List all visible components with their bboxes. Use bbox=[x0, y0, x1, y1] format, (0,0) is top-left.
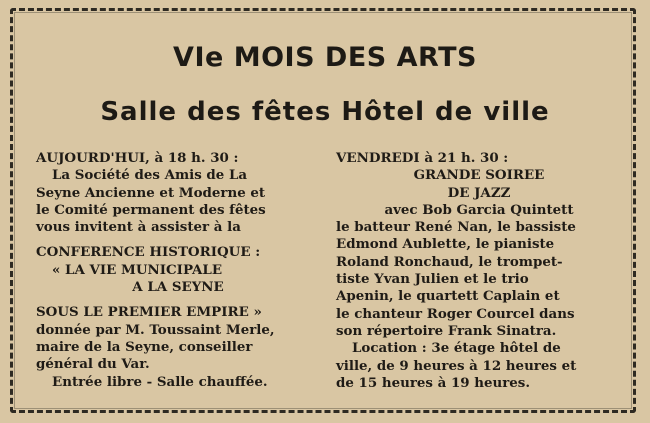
intro-line: La Société des Amis de La bbox=[52, 167, 248, 184]
body-line: son répertoire Frank Sinatra. bbox=[336, 322, 557, 339]
speaker-line: général du Var. bbox=[36, 356, 150, 373]
headline-title: VIe MOIS DES ARTS bbox=[173, 42, 477, 73]
conference-line: A LA SEYNE bbox=[132, 279, 224, 296]
conference-line: « LA VIE MUNICIPALE bbox=[52, 261, 223, 278]
conference-line: SOUS LE PREMIER EMPIRE » bbox=[36, 304, 262, 321]
location-line: ville, de 9 heures à 12 heures et bbox=[336, 357, 577, 374]
spacer bbox=[36, 296, 320, 304]
left-date: AUJOURD'HUI, à 18 h. 30 : bbox=[36, 150, 239, 166]
location-line: Location : 3e étage hôtel de bbox=[352, 340, 561, 357]
intro-line: le Comité permanent des fêtes bbox=[36, 201, 266, 218]
body-line: tiste Yvan Julien et le trio bbox=[336, 271, 529, 288]
event-line: GRANDE SOIREE bbox=[413, 167, 545, 184]
right-column bbox=[336, 150, 622, 392]
headline-subtitle: Salle des fêtes Hôtel de ville bbox=[100, 97, 550, 127]
speaker-line: donnée par M. Toussaint Merle, bbox=[36, 321, 275, 338]
body-line: Edmond Aublette, le pianiste bbox=[336, 236, 555, 253]
intro-line: vous invitent à assister à la bbox=[36, 219, 241, 236]
intro-line: Seyne Ancienne et Moderne et bbox=[36, 184, 266, 201]
spacer bbox=[36, 236, 320, 244]
entry-info: Entrée libre - Salle chauffée. bbox=[52, 373, 268, 390]
band-line: avec Bob Garcia Quintett bbox=[384, 201, 574, 218]
body-line: le chanteur Roger Courcel dans bbox=[336, 305, 575, 322]
event-line: DE JAZZ bbox=[447, 184, 511, 201]
conference-line: CONFERENCE HISTORIQUE : bbox=[36, 244, 261, 261]
body-line: Apenin, le quartett Caplain et bbox=[336, 288, 560, 305]
location-line: de 15 heures à 19 heures. bbox=[336, 374, 531, 391]
left-column bbox=[36, 150, 320, 391]
body-line: le batteur René Nan, le bassiste bbox=[336, 219, 576, 236]
body-line: Roland Ronchaud, le trompet- bbox=[336, 253, 563, 270]
speaker-line: maire de la Seyne, conseiller bbox=[36, 338, 253, 355]
right-date: VENDREDI à 21 h. 30 : bbox=[336, 150, 509, 166]
